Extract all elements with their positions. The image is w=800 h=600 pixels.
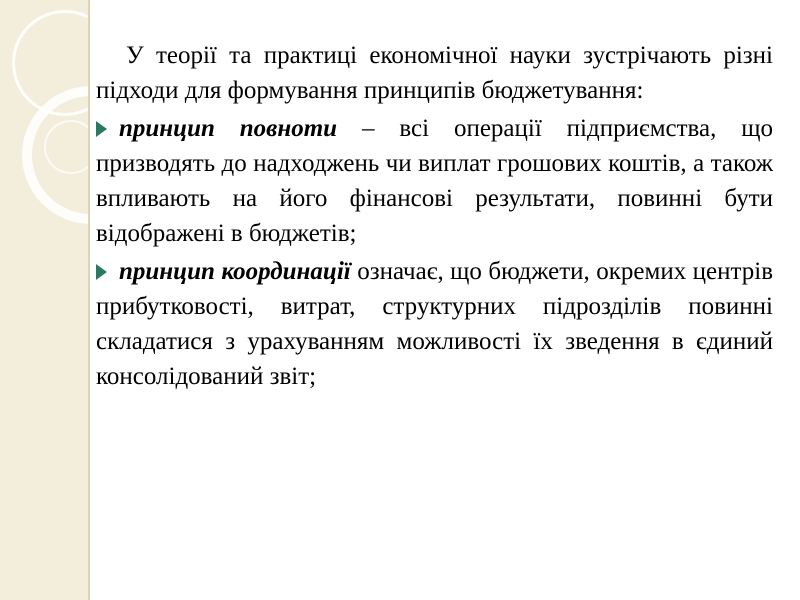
bullet-term: принцип координації <box>119 258 351 285</box>
intro-paragraph: У теорії та практиці економічної науки зустрічають різні підходи для формування принципів бюджетування: <box>96 42 773 104</box>
slide-body <box>96 38 773 394</box>
band-divider <box>88 0 90 600</box>
arrow-right-icon <box>96 121 107 137</box>
bullet-text: – всі операції підприємства, що призводять до надходжень чи виплат грошових коштів, а також впливають на його фінансові результати, повинні бути відображені в бюджетів; <box>96 115 773 247</box>
bullet-item <box>96 111 773 251</box>
bullet-term: принцип повноти <box>119 115 338 142</box>
bullet-text: означає, що бюджети, окремих центрів прибутковості, витрат, структурних підрозділів повинні складатися з урахуванням можливості їх зведення в єдиний консолідований звіт; <box>96 258 773 390</box>
arrow-right-icon <box>96 264 107 280</box>
bullet-item <box>96 254 773 394</box>
decorative-side-band <box>0 0 88 600</box>
